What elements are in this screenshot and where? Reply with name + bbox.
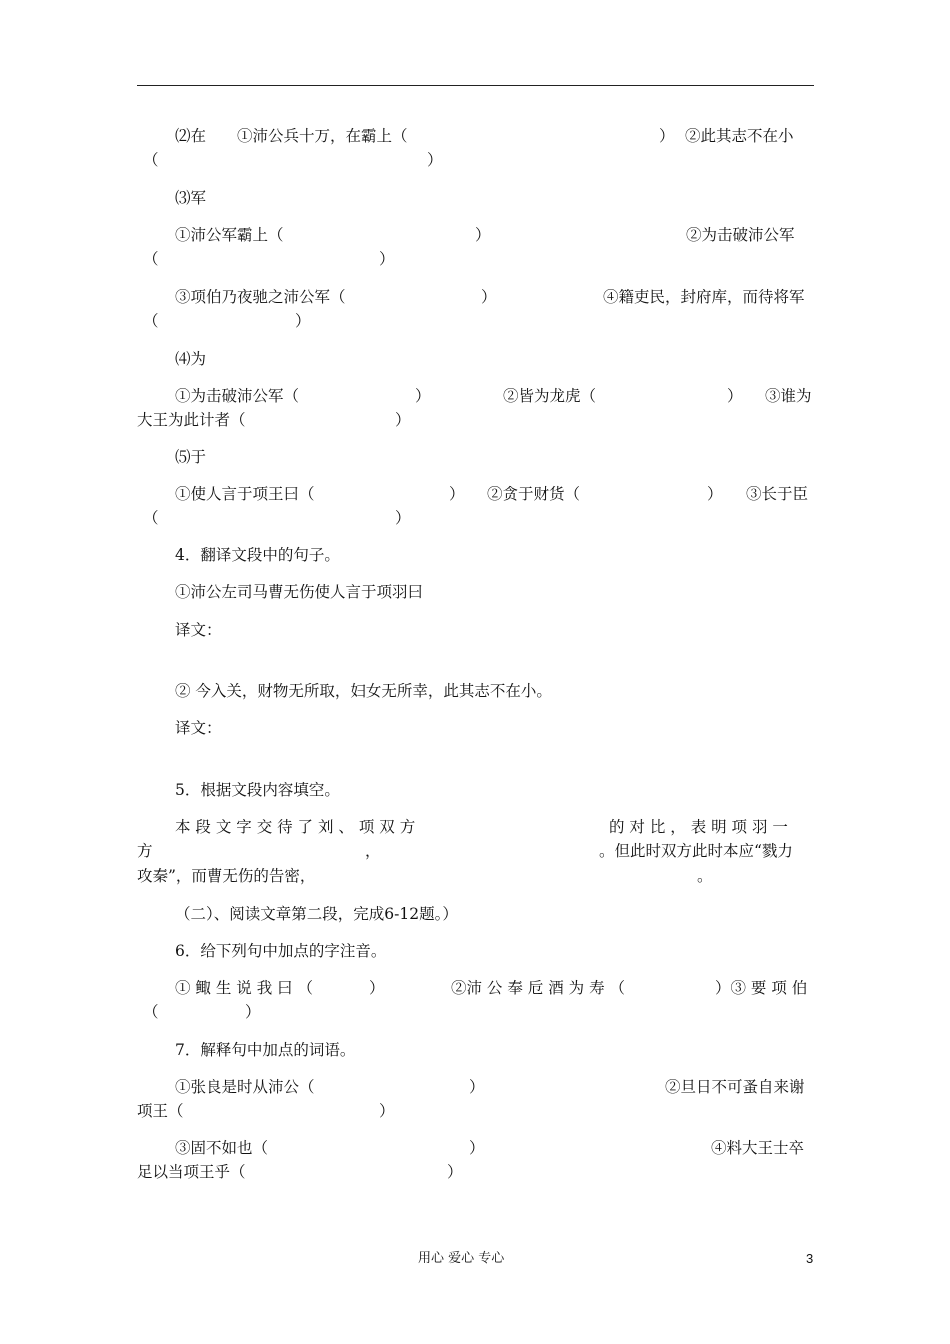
question-text: ①为击破沛公军（ [175,387,300,405]
item-label: ⑵在 [175,127,207,145]
question-text: 大王为此计者（ [137,411,246,429]
question-text: ③谁为 [765,387,812,405]
label-text: 译文： [175,621,222,639]
question-text: ②此其志不在小 [685,127,794,145]
blank-close: ） [727,387,743,405]
question-6-heading [137,939,814,963]
blank-close: ） [369,979,385,997]
blank-close: ） [295,312,311,330]
item-label: ⑶军 [175,189,207,207]
question-text: ①沛公兵十万，在霸上（ [237,127,408,145]
question-text: ②为击破沛公军 [686,226,795,244]
blank-close: ） [447,1163,463,1181]
answer-line [137,148,814,172]
question-text: ① 鲰 生 说 我 曰 （ [175,979,314,997]
answer-line [137,506,814,530]
question-text: ②旦日不可蚤自来谢 [665,1078,805,1096]
question-line [137,839,814,863]
blank-open: （ [143,1003,159,1021]
translation-label [137,716,814,740]
question-line [137,223,814,247]
blank-close: ） [379,1102,395,1120]
question-line [137,815,814,839]
item-label: ⑸于 [175,448,207,466]
blank-open: （ [143,151,159,169]
item-4-wei [137,347,814,371]
question-line [137,864,814,888]
blank-close: ） [395,411,411,429]
question-text: ④料大王士卒 [711,1139,805,1157]
blank-close: ） [659,127,675,145]
question-line [137,580,814,604]
question-text: 本 段 文 字 交 待 了 刘 、 项 双 方 [175,818,416,836]
blank-close: ） [395,509,411,527]
question-text: ①沛公军霸上（ [175,226,284,244]
label-text: 译文： [175,719,222,737]
question-line [137,1136,814,1160]
question-text: ③项伯乃夜驰之沛公军（ [175,288,346,306]
question-text: ①张良是时从沛公（ [175,1078,315,1096]
blank-open: （ [143,312,159,330]
question-text: ②贪于财货（ [487,485,581,503]
question-5-heading [137,778,814,802]
answer-line [137,309,814,333]
item-2-zai [137,124,814,148]
question-4-heading [137,543,814,567]
header-rule [137,85,814,86]
question-line [137,679,814,703]
blank-close: ） [415,387,431,405]
section-2-heading [137,902,814,926]
question-text: ②皆为龙虎（ [503,387,597,405]
question-text: ）③ 要 项 伯 [715,979,808,997]
question-text: ②沛 公 奉 卮 酒 为 寿 （ [451,979,625,997]
answer-line [137,1000,814,1024]
question-text: ①沛公左司马曹无伤使人言于项羽曰 [175,583,424,601]
blank-close: ） [707,485,723,503]
question-text: ② 今入关，财物无所取，妇女无所幸，此其志不在小。 [175,682,552,700]
item-label: ⑷为 [175,350,207,368]
blank-close: ） [449,485,465,503]
question-line [137,384,814,408]
question-line [137,285,814,309]
question-text: 项王（ [137,1102,184,1120]
item-3-jun [137,186,814,210]
question-line [137,1099,814,1123]
question-line [137,482,814,506]
item-5-yu [137,445,814,469]
question-text: 的 对 比 ， 表 明 项 羽 一 [609,818,788,836]
question-text: 足以当项王乎（ [137,1163,246,1181]
question-text: 。但此时双方此时本应“戮力 [599,842,793,860]
question-text: ③固不如也（ [175,1139,269,1157]
page-footer [0,1248,950,1270]
blank-close: ） [469,1139,485,1157]
question-text: 5．根据文段内容填空。 [175,781,340,799]
question-text: 6．给下列句中加点的字注音。 [175,942,387,960]
question-text: ①使人言于项王曰（ [175,485,315,503]
question-text: ④籍吏民，封府库，而待将军 [603,288,805,306]
footer-text: 用心 爱心 专心 [418,1251,505,1266]
question-text: 7．解释句中加点的词语。 [175,1041,356,1059]
question-text: 。 [697,867,713,885]
question-text: ， [365,842,381,860]
question-line [137,1160,814,1184]
question-7-heading [137,1038,814,1062]
blank-close: ） [379,250,395,268]
answer-line [137,247,814,271]
blank-open: （ [143,509,159,527]
blank-open: （ [143,250,159,268]
blank-close: ） [245,1003,261,1021]
question-text: ③长于臣 [746,485,809,503]
translation-label [137,618,814,642]
question-line [137,976,814,1000]
blank-close: ） [481,288,497,306]
blank-close: ） [427,151,443,169]
page-number: 3 [806,1251,814,1266]
question-text: 4．翻译文段中的句子。 [175,546,340,564]
blank-close: ） [469,1078,485,1096]
section-text: （二）、阅读文章第二段，完成6-12题。） [175,905,458,923]
question-text: 方 [137,842,153,860]
question-text: 攻秦”，而曹无伤的告密， [137,867,316,885]
question-line [137,408,814,432]
question-line [137,1075,814,1099]
blank-close: ） [475,226,491,244]
